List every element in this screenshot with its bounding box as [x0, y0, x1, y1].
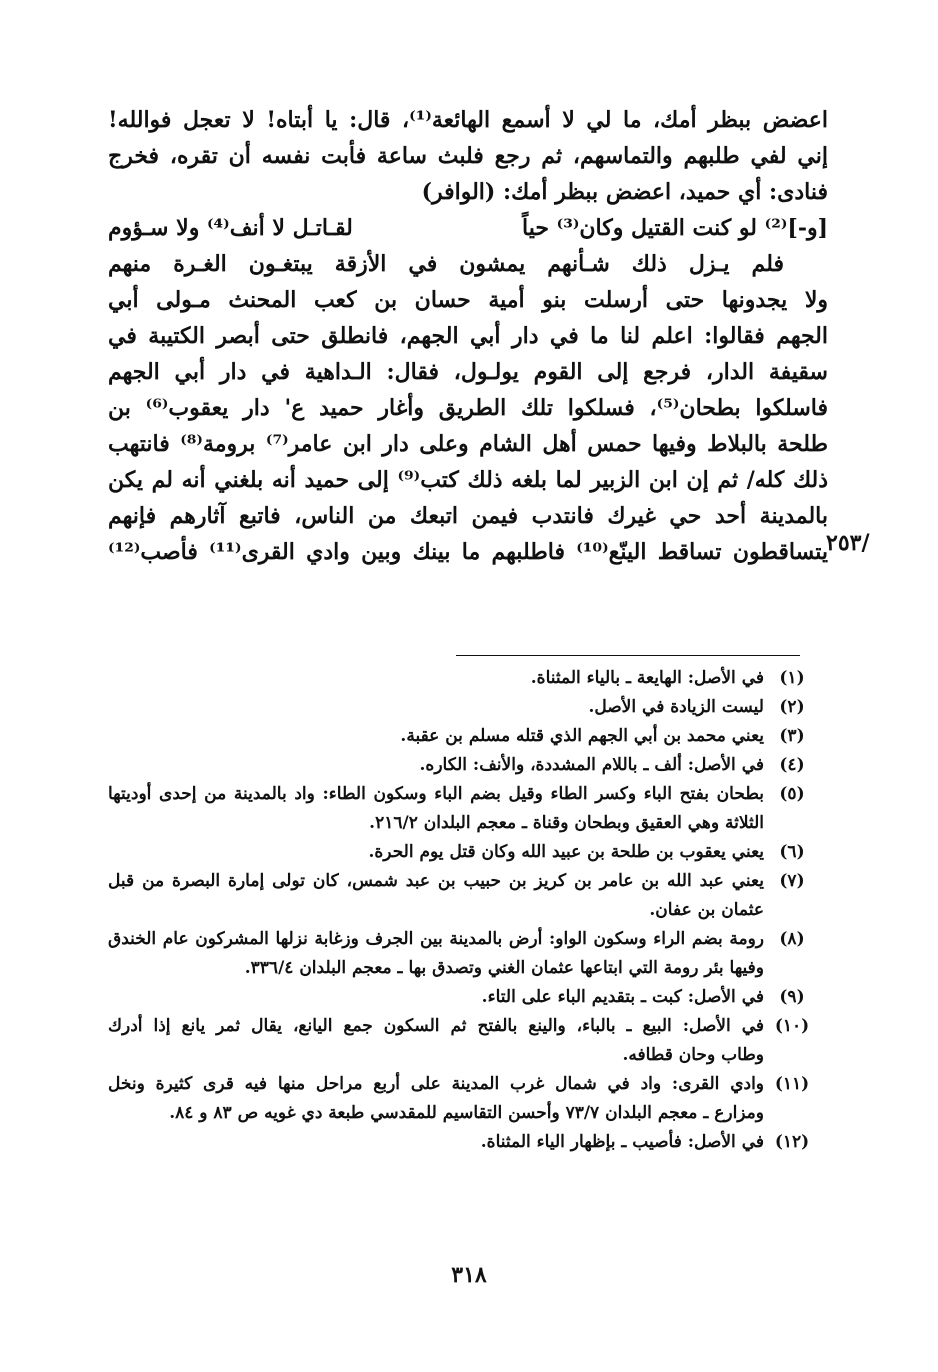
text-line: ذلك كله/ ثم إن ابن الزبير لما بلغه ذلك كتب⁽⁹⁾ إلى حميد أنه بلغني أنه لم يكن — [108, 467, 828, 493]
footnote-text: ومزارع ـ معجم البلدان ٧٣/٧ وأحسن التقاسيم للمقدسي طبعة دي غويه ص ٨٣ و ٨٤. — [169, 1103, 764, 1123]
text-line: فاسلكوا بطحان⁽⁵⁾، فسلكوا تلك الطريق وأغار حميد ع' دار يعقوب⁽⁶⁾ بن — [108, 395, 828, 421]
poetry-verse — [108, 210, 828, 246]
verse-second-hemistich: لقـاتـل لا أنف⁽⁴⁾ ولا سـؤوم — [108, 215, 353, 241]
footnote-number: (١١) — [774, 1074, 810, 1094]
text-line: بالمدينة أحد حي غيرك فانتدب فيمن اتبعك من الناس، فاتبع آثارهم فإنهم — [108, 503, 828, 529]
footnote — [108, 838, 820, 867]
footnote-text: في الأصل: الهايعة ـ بالياء المثناة. — [530, 668, 764, 688]
footnote — [108, 1128, 820, 1157]
footnote-number: (٢) — [779, 697, 805, 717]
text-line: ولا يجدونها حتى أرسلت بنو أمية حسان بن كعب المحنث مـولى أبي — [108, 287, 828, 313]
footnote-number: (١٠) — [774, 1016, 810, 1036]
footnote-number: (٦) — [779, 842, 805, 862]
main-text-block — [108, 102, 828, 570]
footnote-text: في الأصل: فأصيب ـ بإظهار الياء المثناة. — [480, 1132, 764, 1152]
footnote — [108, 751, 820, 780]
footnote-number: (٨) — [779, 929, 805, 949]
footnote-number: (٥) — [779, 784, 805, 804]
footnote-text: ليست الزيادة في الأصل. — [588, 697, 764, 717]
footnote-text: يعني يعقوب بن طلحة بن عبيد الله وكان قتل يوم الحرة. — [368, 842, 764, 862]
footnote-number: (٣) — [779, 726, 805, 746]
footnote-text: عثمان بن عفان. — [649, 900, 764, 920]
text-line: سقيفة الدار، فرجع إلى القوم يولـول، فقال: الـداهية في دار أبي الجهم — [108, 359, 828, 385]
footnote-number: (١) — [779, 668, 805, 688]
text-line: إني لفي طلبهم والتماسهم، ثم رجع فلبث ساعة فأبت نفسه أن تقره، فخرج — [108, 143, 828, 169]
margin-folio-reference: /٢٥٣ — [826, 530, 870, 556]
footnote — [108, 925, 820, 983]
footnote-text: يعني محمد بن أبي الجهم الذي قتله مسلم بن عقبة. — [400, 726, 764, 746]
footnote-text: في الأصل: ألف ـ باللام المشددة، والأنف: الكاره. — [419, 755, 764, 775]
footnote-text: رومة بضم الراء وسكون الواو: أرض بالمدينة بين الجرف وزغابة نزلها المشركون عام الخندق — [108, 929, 764, 949]
footnote-text: يعني عبد الله بن عامر بن كريز بن حبيب بن عبد شمس، كان تولى إمارة البصرة من قبل — [108, 871, 764, 891]
footnote-text: بطحان بفتح الباء وكسر الطاء وقيل بضم الباء وسكون الطاء: واد بالمدينة من إحدى أوديتها — [108, 784, 764, 804]
footnote-text: في الأصل: كبت ـ بتقديم الباء على التاء. — [481, 987, 764, 1007]
footnote-number: (٤) — [779, 755, 805, 775]
footnote — [108, 867, 820, 925]
verse-first-hemistich: [و-]⁽²⁾ لو كنت القتيل وكان⁽³⁾ حياً — [522, 215, 828, 241]
footnote-text: وادي القرى: واد في شمال غرب المدينة على أربع مراحل منها فيه قرى كثيرة ونخل — [108, 1074, 764, 1094]
text-line: الجهم فقالوا: اعلم لنا ما في دار أبي الجهم، فانطلق حتى أبصر الكتيبة في — [108, 323, 828, 349]
footnote-text: في الأصل: البيع ـ بالباء، والينع بالفتح ثم السكون جمع اليانع، يقال ثمر يانع إذا أدرك — [108, 1016, 764, 1036]
footnote-text: الثلاثة وهي العقيق وبطحان وقناة ـ معجم البلدان ٢١٦/٢. — [369, 813, 764, 833]
footnote — [108, 1012, 820, 1070]
footnotes-section — [108, 664, 820, 1157]
footnote-number: (٧) — [779, 871, 805, 891]
footnote — [108, 664, 820, 693]
footnote-text: وطاب وحان قطافه. — [622, 1045, 764, 1065]
text-line: فنادى: أي حميد، اعضض ببظر أمك: (الوافر) — [421, 179, 828, 205]
footnote — [108, 693, 820, 722]
footnote-text: وفيها بئر رومة التي ابتاعها عثمان الغني وتصدق بها ـ معجم البلدان ٣٣٦/٤. — [244, 958, 764, 978]
footnote — [108, 780, 820, 838]
page-number: ٣١٨ — [451, 1262, 487, 1288]
text-line: اعضض ببظر أمك، ما لي لا أسمع الهائعة⁽¹⁾، قال: يا أبتاه! لا تعجل فوالله! — [108, 107, 828, 133]
footnote — [108, 983, 820, 1012]
text-line: طلحة بالبلاط وفيها حمس أهل الشام وعلى دار ابن عامر⁽⁷⁾ برومة⁽⁸⁾ فانتهب — [108, 431, 828, 457]
text-line: فلم يـزل ذلك شـأنهم يمشون في الأزقة يبتغـون الغـرة منهم — [108, 251, 784, 277]
footnote — [108, 722, 820, 751]
footnote-number: (١٢) — [774, 1132, 810, 1152]
footnote — [108, 1070, 820, 1128]
footnote-divider — [456, 655, 800, 656]
text-line: يتساقطون تساقط الينّع⁽¹⁰⁾ فاطلبهم ما بينك وبين وادي القرى⁽¹¹⁾ فأصب⁽¹²⁾ — [108, 539, 828, 565]
footnote-number: (٩) — [779, 987, 805, 1007]
